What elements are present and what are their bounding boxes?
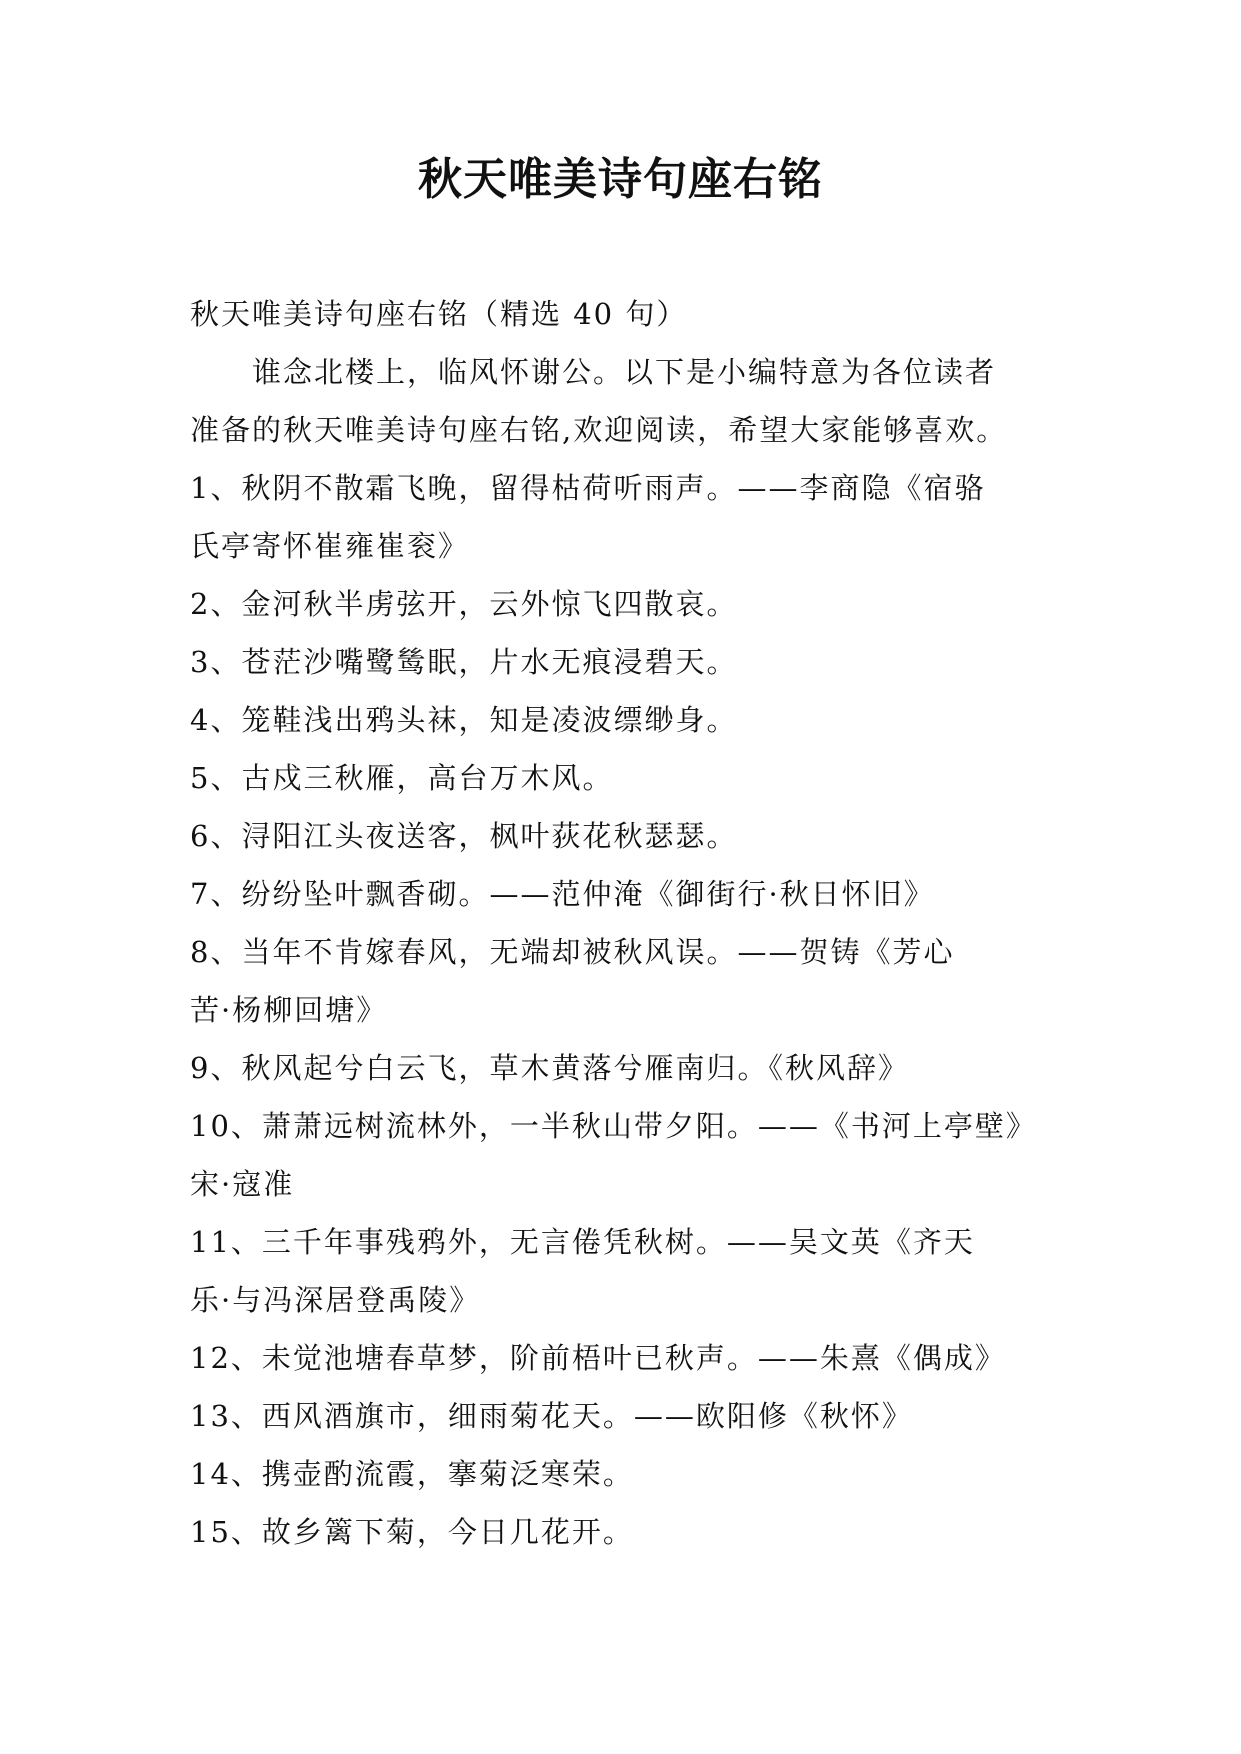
quote-line: 8、当年不肯嫁春风，无端却被秋风误。——贺铸《芳心 (190, 935, 955, 969)
quote-line: 2、金河秋半虏弦开，云外惊飞四散哀。 (190, 587, 738, 621)
quote-line: 15、故乡篱下菊，今日几花开。 (190, 1515, 634, 1549)
quote-line: 乐·与冯深居登禹陵》 (190, 1283, 481, 1317)
quote-line: 5、古戍三秋雁，高台万木风。 (190, 761, 614, 795)
intro-line: 准备的秋天唯美诗句座右铭,欢迎阅读，希望大家能够喜欢。 (190, 413, 1008, 447)
document-title: 秋天唯美诗句座右铭 (418, 154, 823, 205)
document-body (190, 285, 1080, 1561)
quote-line: 7、纷纷坠叶飘香砌。——范仲淹《御街行·秋日怀旧》 (190, 877, 935, 911)
quote-line: 12、未觉池塘春草梦，阶前梧叶已秋声。——朱熹《偶成》 (190, 1341, 1006, 1375)
quote-line: 4、笼鞋浅出鸦头袜，知是凌波缥缈身。 (190, 703, 738, 737)
quote-line: 14、携壶酌流霞，搴菊泛寒荣。 (190, 1457, 634, 1491)
quote-line: 9、秋风起兮白云飞，草木黄落兮雁南归。《秋风辞》 (190, 1051, 909, 1085)
quote-line: 3、苍茫沙嘴鹭鸶眠，片水无痕浸碧天。 (190, 645, 738, 679)
quote-line: 13、西风酒旗市，细雨菊花天。——欧阳修《秋怀》 (190, 1399, 913, 1433)
quote-line: 1、秋阴不散霜飞晚，留得枯荷听雨声。——李商隐《宿骆 (190, 471, 986, 505)
quote-line: 6、浔阳江头夜送客，枫叶荻花秋瑟瑟。 (190, 819, 738, 853)
quote-line: 氏亭寄怀崔雍崔衮》 (190, 529, 470, 563)
document-subtitle: 秋天唯美诗句座右铭（精选 40 句） (190, 297, 688, 331)
quote-line: 宋·寇准 (190, 1167, 295, 1201)
quote-line: 苦·杨柳回塘》 (190, 993, 388, 1027)
intro-line: 谁念北楼上，临风怀谢公。以下是小编特意为各位读者 (252, 355, 997, 389)
quote-line: 10、萧萧远树流林外，一半秋山带夕阳。——《书河上亭壁》 (190, 1109, 1037, 1143)
quote-line: 11、三千年事残鸦外，无言倦凭秋树。——吴文英《齐天 (190, 1225, 975, 1259)
